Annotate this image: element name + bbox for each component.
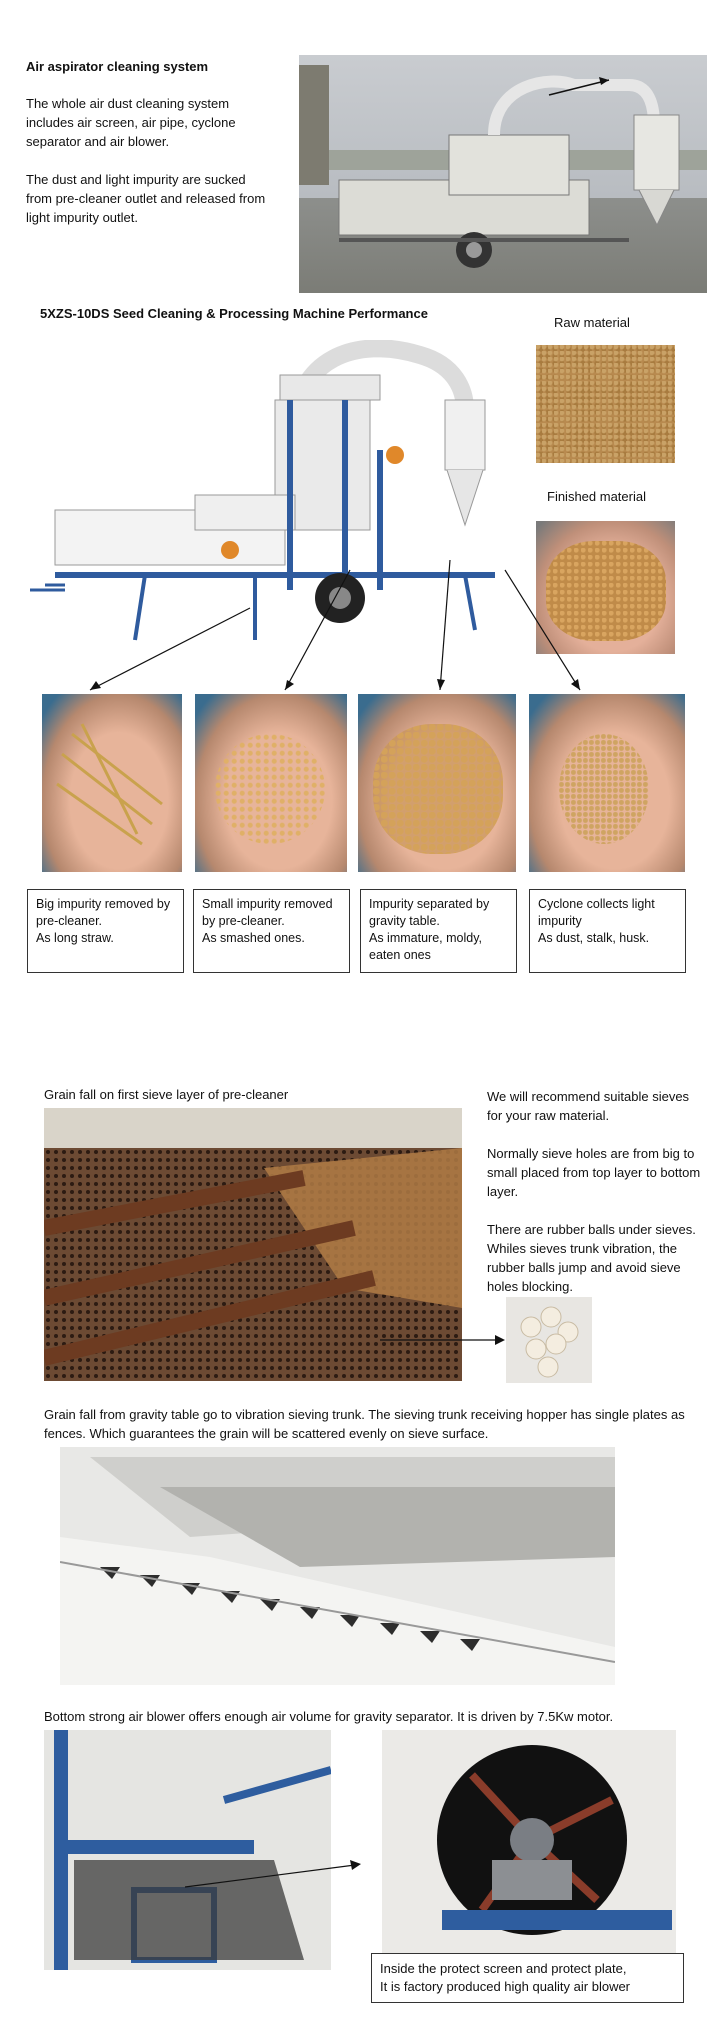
pointer-arrows	[0, 0, 720, 720]
sieve-caption: Grain fall on first sieve layer of pre-cleaner	[44, 1087, 289, 1102]
blower-arrow	[185, 1855, 365, 1895]
blower-text: Bottom strong air blower offers enough air volume for gravity separator. It is driven by 7.5Kw motor.	[44, 1709, 614, 1724]
impurity-caption-3: Impurity separated by gravity table. As immature, moldy, eaten ones	[360, 889, 517, 973]
sieving-trunk-photo	[60, 1447, 615, 1685]
rubber-balls-text: There are rubber balls under sieves. Whiles sieves trunk vibration, the rubber balls jump and avoid sieve holes blocking.	[487, 1222, 696, 1294]
sieve-recommend-text: We will recommend suitable sieves for your raw material.	[487, 1089, 690, 1123]
blower-note-box: Inside the protect screen and protect plate, It is factory produced high quality air blower	[371, 1953, 684, 2003]
performance-title: 5XZS-10DS Seed Cleaning & Processing Machine Performance	[40, 306, 428, 321]
sieve-order-text: Normally sieve holes are from big to small placed from top layer to bottom layer.	[487, 1146, 701, 1199]
impurity-caption-4: Cyclone collects light impurity As dust, stalk, husk.	[529, 889, 686, 973]
finished-material-label: Finished material	[547, 489, 646, 504]
raw-material-label: Raw material	[554, 315, 630, 330]
intro-paragraph-2: The dust and light impurity are sucked from pre-cleaner outlet and released from light impurity outlet.	[26, 172, 266, 225]
impurity-photo-cyclone	[529, 694, 685, 872]
gravity-text: Grain fall from gravity table go to vibration sieving trunk. The sieving trunk receiving hopper has single plates as fences. Which guarantees the grain will be scattered evenly on sieve surface.	[44, 1407, 685, 1441]
impurity-photo-long-straw	[42, 694, 182, 872]
impurity-caption-1: Big impurity removed by pre-cleaner. As long straw.	[27, 889, 184, 973]
air-blower-fan-photo	[382, 1730, 676, 1958]
rubber-balls-photo	[506, 1297, 592, 1383]
rubber-ball-arrow	[380, 1330, 510, 1350]
intro-paragraph: The whole air dust cleaning system includes air screen, air pipe, cyclone separator and air blower.	[26, 96, 236, 149]
section-heading: Air aspirator cleaning system	[26, 59, 209, 74]
impurity-caption-2: Small impurity removed by pre-cleaner. As smashed ones.	[193, 889, 350, 973]
impurity-photo-smashed	[195, 694, 347, 872]
blower-duct-photo	[44, 1730, 331, 1970]
impurity-photo-gravity	[358, 694, 516, 872]
